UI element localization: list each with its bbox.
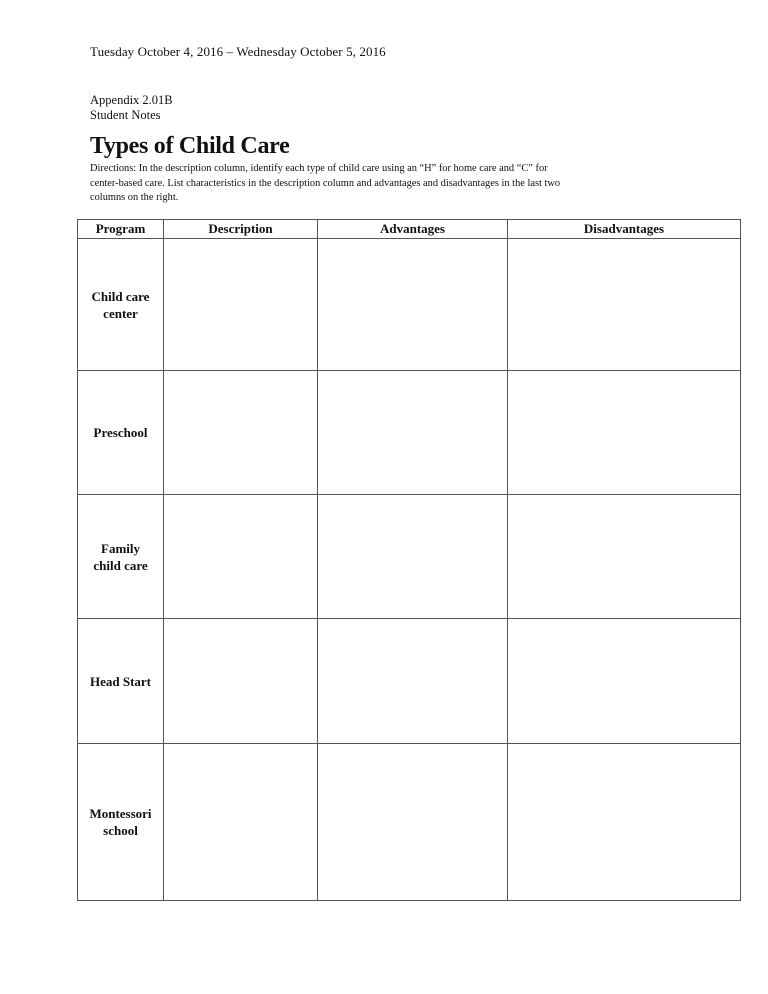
directions-text (90, 162, 690, 206)
header-program: Program (78, 220, 164, 239)
table-row (78, 619, 741, 744)
page-title: Types of Child Care (90, 133, 290, 159)
program-cell (78, 619, 164, 744)
program-cell (78, 495, 164, 619)
header-description: Description (164, 220, 318, 239)
appendix-block (90, 93, 173, 123)
directions-line-3: columns on the right. (90, 192, 179, 203)
table-row (78, 371, 741, 495)
description-cell[interactable] (164, 619, 318, 744)
disadvantages-cell[interactable] (508, 239, 741, 371)
child-care-table (77, 219, 741, 901)
program-cell (78, 371, 164, 495)
description-cell[interactable] (164, 744, 318, 901)
program-label-line2: center (103, 305, 138, 321)
directions-line-2: center-based care. List characteristics in the description column and advantages and disadvantages in the last two (90, 177, 561, 189)
table-header-row (78, 220, 741, 239)
appendix-label: Appendix 2.01B (90, 93, 173, 107)
advantages-cell[interactable] (318, 239, 508, 371)
advantages-cell[interactable] (318, 371, 508, 495)
description-cell[interactable] (164, 239, 318, 371)
program-cell (78, 744, 164, 901)
program-label-line1: Child care (91, 288, 150, 304)
program-label-line1: Family (101, 540, 140, 556)
table-row (78, 239, 741, 371)
student-notes-label: Student Notes (90, 108, 161, 122)
program-label-line1: Head Start (89, 673, 152, 689)
table-row (78, 744, 741, 901)
date-line: Tuesday October 4, 2016 – Wednesday October 5, 2016 (90, 44, 386, 59)
advantages-cell[interactable] (318, 619, 508, 744)
description-cell[interactable] (164, 495, 318, 619)
header-disadvantages: Disadvantages (508, 220, 741, 239)
description-cell[interactable] (164, 371, 318, 495)
program-label-line1: Preschool (93, 425, 148, 440)
program-label-line2: child care (93, 557, 148, 573)
program-label-line2: school (103, 823, 138, 838)
disadvantages-cell[interactable] (508, 744, 741, 901)
advantages-cell[interactable] (318, 495, 508, 619)
table-row (78, 495, 741, 619)
header-advantages: Advantages (318, 220, 508, 239)
disadvantages-cell[interactable] (508, 495, 741, 619)
program-cell (78, 239, 164, 371)
directions-line-1: Directions: In the description column, identify each type of child care using an “H” for home care and “C” for (90, 163, 548, 174)
disadvantages-cell[interactable] (508, 619, 741, 744)
disadvantages-cell[interactable] (508, 371, 741, 495)
program-label-line1: Montessori (89, 806, 152, 821)
advantages-cell[interactable] (318, 744, 508, 901)
